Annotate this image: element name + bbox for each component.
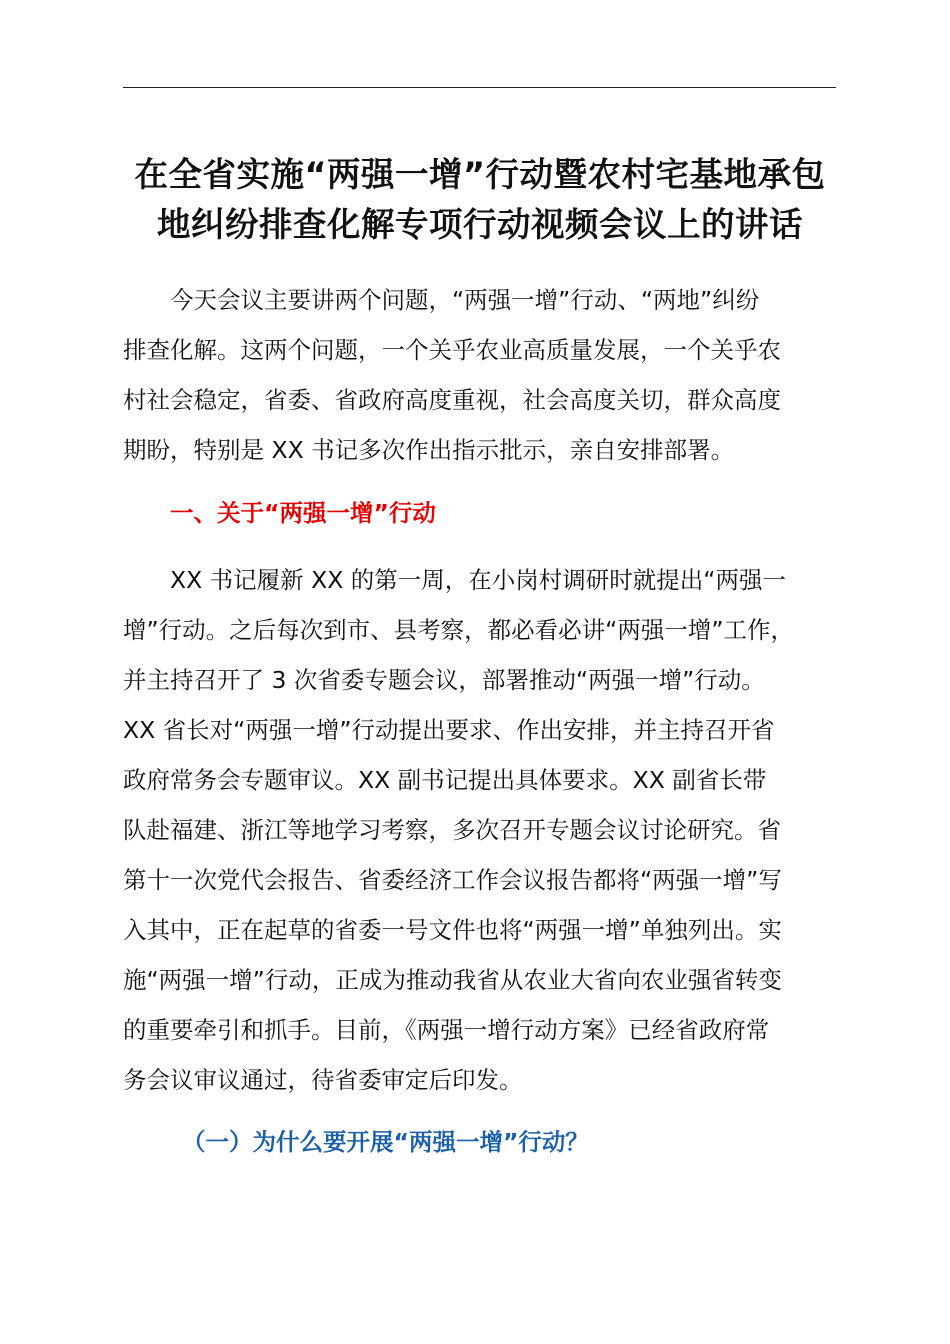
paragraph-line: 第十一次党代会报告、省委经济工作会议报告都将“两强一增”写: [123, 866, 782, 894]
paragraph-line: 期盼，特别是 XX 书记多次作出指示批示，亲自安排部署。: [123, 436, 735, 464]
title-line: 在全省实施“两强一增”行动暨农村宅基地承包: [134, 155, 826, 194]
paragraph-line: 的重要牵引和抓手。目前，《两强一增行动方案》已经省政府常: [123, 1016, 770, 1044]
paragraph-line: 村社会稳定，省委、省政府高度重视，社会高度关切，群众高度: [123, 386, 781, 414]
body-paragraph: [123, 555, 863, 1105]
paragraph-line: 今天会议主要讲两个问题，“两强一增”行动、“两地”纠纷: [170, 286, 760, 314]
paragraph-line: 施“两强一增”行动，正成为推动我省从农业大省向农业强省转变: [123, 966, 782, 994]
paragraph-line: XX 省长对“两强一增”行动提出要求、作出安排，并主持召开省: [123, 716, 775, 744]
title-line: 地纠纷排查化解专项行动视频会议上的讲话: [157, 205, 803, 244]
paragraph-line: 务会议审议通过，待省委审定后印发。: [123, 1066, 523, 1094]
paragraph-line: 并主持召开了 3 次省委专题会议，部署推动“两强一增”行动。: [123, 666, 765, 694]
paragraph-line: 队赴福建、浙江等地学习考察，多次召开专题会议讨论研究。省: [123, 816, 781, 844]
document-title: [115, 150, 845, 250]
subsection-heading: （一）为什么要开展“两强一增”行动？: [182, 1128, 589, 1156]
intro-paragraph: [123, 275, 863, 475]
paragraph-line: 政府常务会专题审议。XX 副书记提出具体要求。XX 副省长带: [123, 766, 767, 794]
header-rule: [123, 87, 836, 88]
paragraph-line: 增”行动。之后每次到市、县考察，都必看必讲“两强一增”工作，: [123, 616, 795, 644]
paragraph-line: 入其中，正在起草的省委一号文件也将“两强一增”单独列出。实: [123, 916, 782, 944]
section-heading: 一、关于“两强一增”行动: [170, 499, 436, 527]
paragraph-line: XX 书记履新 XX 的第一周，在小岗村调研时就提出“两强一: [170, 566, 786, 594]
paragraph-line: 排查化解。这两个问题，一个关乎农业高质量发展，一个关乎农: [123, 336, 781, 364]
